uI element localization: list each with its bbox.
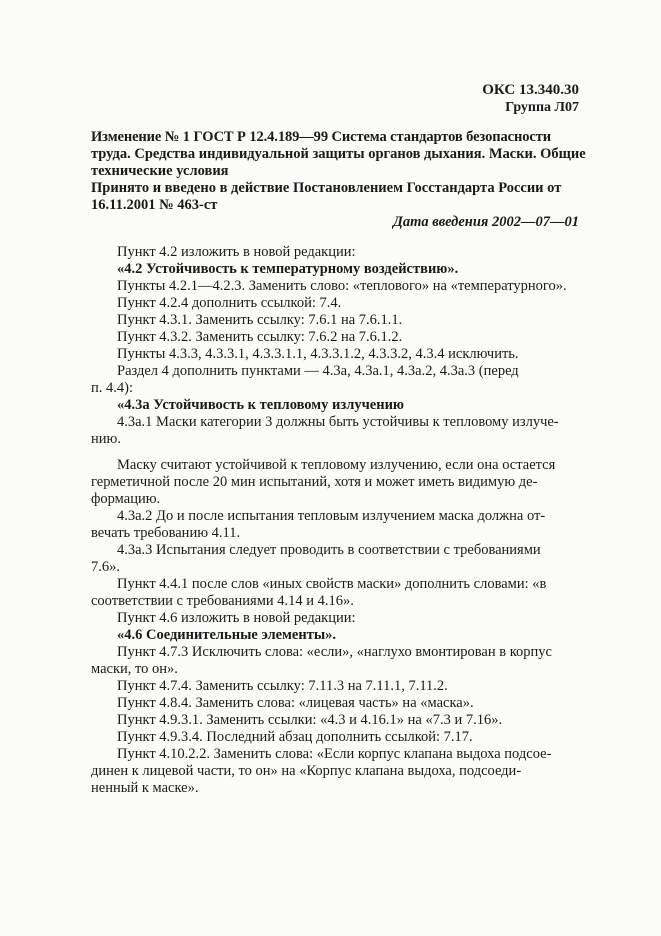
paragraph-cont: нию. xyxy=(91,431,121,447)
paragraph-cont: ненный к маске». xyxy=(91,780,199,796)
paragraph: Раздел 4 дополнить пунктами — 4.3а, 4.3а.1, 4.3а.2, 4.3а.3 (перед xyxy=(117,363,519,379)
paragraph: 4.3а.2 До и после испытания тепловым излучением маска должна от- xyxy=(117,508,546,524)
paragraph: 4.3а.1 Маски категории 3 должны быть устойчивы к тепловому излуче- xyxy=(117,414,559,430)
paragraph-cont: маски, то он». xyxy=(91,661,178,677)
paragraph-cont: соответствии с требованиями 4.14 и 4.16». xyxy=(91,593,354,609)
title-line-2: труда. Средства индивидуальной защиты органов дыхания. Маски. Общие xyxy=(91,146,586,162)
paragraph: Пункт 4.9.3.4. Последний абзац дополнить ссылкой: 7.17. xyxy=(117,729,473,745)
paragraph: Пункт 4.3.2. Заменить ссылку: 7.6.2 на 7.6.1.2. xyxy=(117,329,403,345)
paragraph-cont: вечать требованию 4.11. xyxy=(91,525,241,541)
paragraph-cont: п. 4.4): xyxy=(91,380,133,396)
section-heading-4-6: «4.6 Соединительные элементы». xyxy=(117,627,337,643)
paragraph: Пункт 4.8.4. Заменить слова: «лицевая часть» на «маска». xyxy=(117,695,474,711)
adoption-line-1: Принято и введено в действие Постановлением Госстандарта России от xyxy=(91,180,562,196)
paragraph: Пункт 4.9.3.1. Заменить ссылки: «4.3 и 4.16.1» на «7.3 и 7.16». xyxy=(117,712,503,728)
paragraph: Пункт 4.2.4 дополнить ссылкой: 7.4. xyxy=(117,295,342,311)
paragraph: Пункт 4.6 изложить в новой редакции: xyxy=(117,610,356,626)
paragraph-cont: динен к лицевой части, то он» на «Корпус клапана выдоха, подсоеди- xyxy=(91,763,522,779)
paragraph: Пункты 4.3.3, 4.3.3.1, 4.3.3.1.1, 4.3.3.1.2, 4.3.3.2, 4.3.4 исключить. xyxy=(117,346,519,362)
paragraph: Пункты 4.2.1—4.2.3. Заменить слово: «теплового» на «температурного». xyxy=(117,278,567,294)
adoption-line-2: 16.11.2001 № 463-ст xyxy=(91,197,218,213)
paragraph: Пункт 4.7.4. Заменить ссылку: 7.11.3 на 7.11.1, 7.11.2. xyxy=(117,678,448,694)
paragraph: Маску считают устойчивой к тепловому излучению, если она остается xyxy=(117,457,556,473)
classification-code: ОКС 13.340.30 xyxy=(482,82,579,98)
title-line-3: технические условия xyxy=(91,163,229,179)
paragraph: Пункт 4.3.1. Заменить ссылку: 7.6.1 на 7.6.1.1. xyxy=(117,312,403,328)
paragraph-cont: формацию. xyxy=(91,491,161,507)
paragraph: Пункт 4.4.1 после слов «иных свойств маски» дополнить словами: «в xyxy=(117,576,547,592)
paragraph: 4.3а.3 Испытания следует проводить в соответствии с требованиями xyxy=(117,542,541,558)
paragraph: Пункт 4.2 изложить в новой редакции: xyxy=(117,244,356,260)
effective-date: Дата введения 2002—07—01 xyxy=(392,214,579,230)
section-heading-4-2: «4.2 Устойчивость к температурному воздействию». xyxy=(117,261,459,277)
section-heading-4-3a: «4.3а Устойчивость к тепловому излучению xyxy=(117,397,405,413)
paragraph-cont: 7.6». xyxy=(91,559,120,575)
group-code: Группа Л07 xyxy=(505,100,579,115)
paragraph-cont: герметичной после 20 мин испытаний, хотя и может иметь видимую де- xyxy=(91,474,538,490)
paragraph: Пункт 4.7.3 Исключить слова: «если», «наглухо вмонтирован в корпус xyxy=(117,644,552,660)
paragraph: Пункт 4.10.2.2. Заменить слова: «Если корпус клапана выдоха подсое- xyxy=(117,746,552,762)
title-line-1: Изменение № 1 ГОСТ Р 12.4.189—99 Система стандартов безопасности xyxy=(91,129,551,145)
